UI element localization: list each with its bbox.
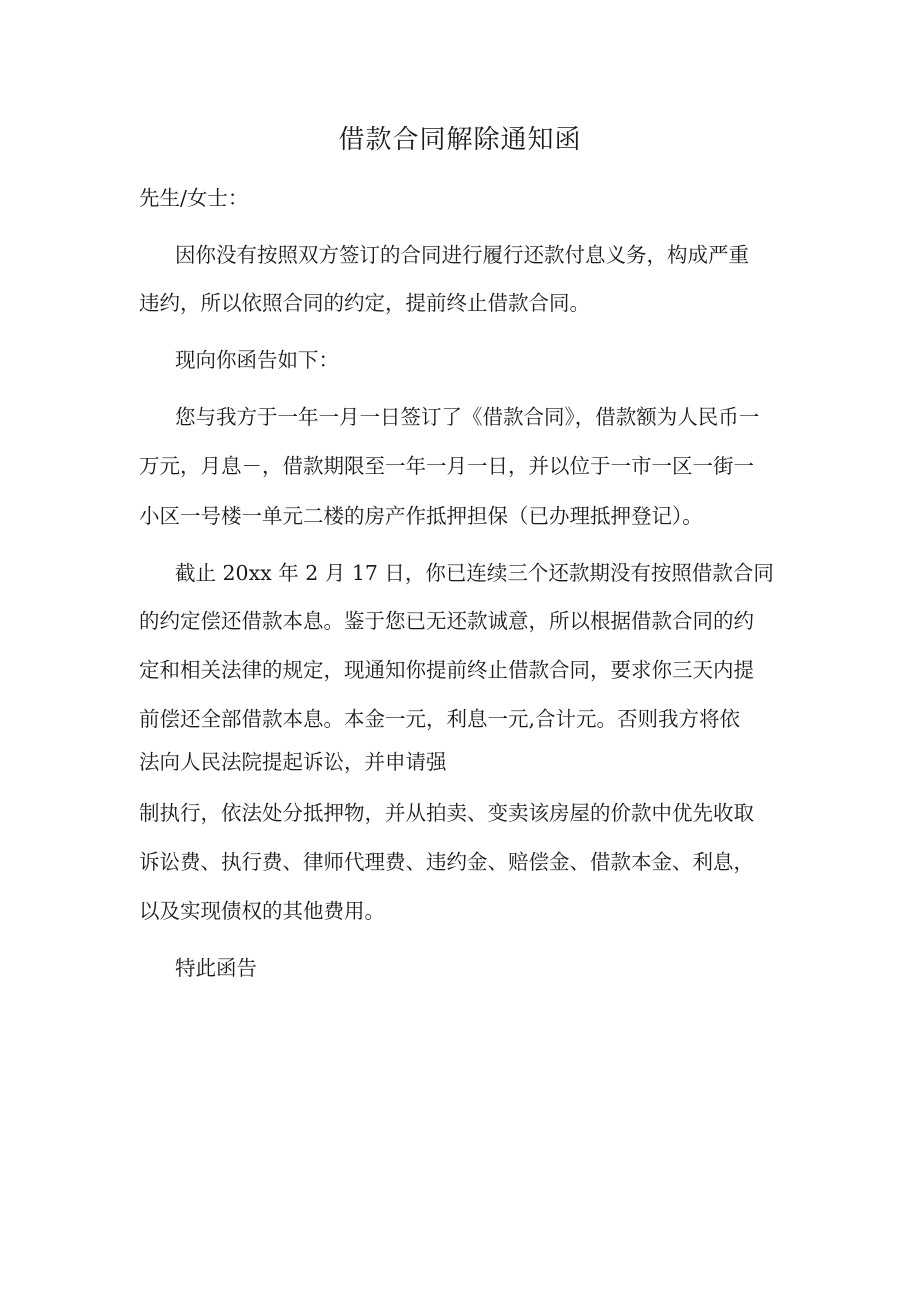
paragraph-4-line-4: 前偿还全部借款本息。本金一元，利息一元,合计元。否则我方将依: [139, 707, 741, 731]
paragraph-3-line-3: 小区一号楼一单元二楼的房产作抵押担保（已办理抵押登记）。: [139, 504, 703, 528]
paragraph-4-line-1: 截止 20xx 年 2 月 17 日，你已连续三个还款期没有按照借款合同: [175, 561, 774, 585]
paragraph-2: 现向你函告如下：: [175, 348, 339, 372]
closing: 特此函告: [175, 956, 257, 980]
paragraph-3-line-2: 万元，月息－，借款期限至一年一月一日，并以位于一市一区一街一: [139, 454, 754, 478]
paragraph-3-line-1: 您与我方于一年一月一日签订了《借款合同》，借款额为人民币一: [175, 405, 760, 429]
paragraph-4-line-3: 定和相关法律的规定，现通知你提前终止借款合同，要求你三天内提: [139, 658, 754, 682]
salutation: 先生/女士：: [139, 186, 249, 210]
document-title: 借款合同解除通知函: [338, 125, 582, 155]
paragraph-1-line-1: 因你没有按照双方签订的合同进行履行还款付息义务，构成严重: [175, 243, 749, 267]
paragraph-4-line-6: 制执行，依法处分抵押物，并从拍卖、变卖该房屋的价款中优先收取: [139, 801, 754, 825]
paragraph-4-line-5: 法向人民法院提起诉讼，并申请强: [139, 750, 447, 774]
paragraph-1-line-2: 违约，所以依照合同的约定，提前终止借款合同。: [139, 291, 590, 315]
paragraph-4-line-7: 诉讼费、执行费、律师代理费、违约金、赔偿金、借款本金、利息，: [139, 850, 754, 874]
paragraph-4-line-2: 的约定偿还借款本息。鉴于您已无还款诚意，所以根据借款合同的约: [139, 609, 754, 633]
paragraph-4-line-8: 以及实现债权的其他费用。: [139, 899, 385, 923]
